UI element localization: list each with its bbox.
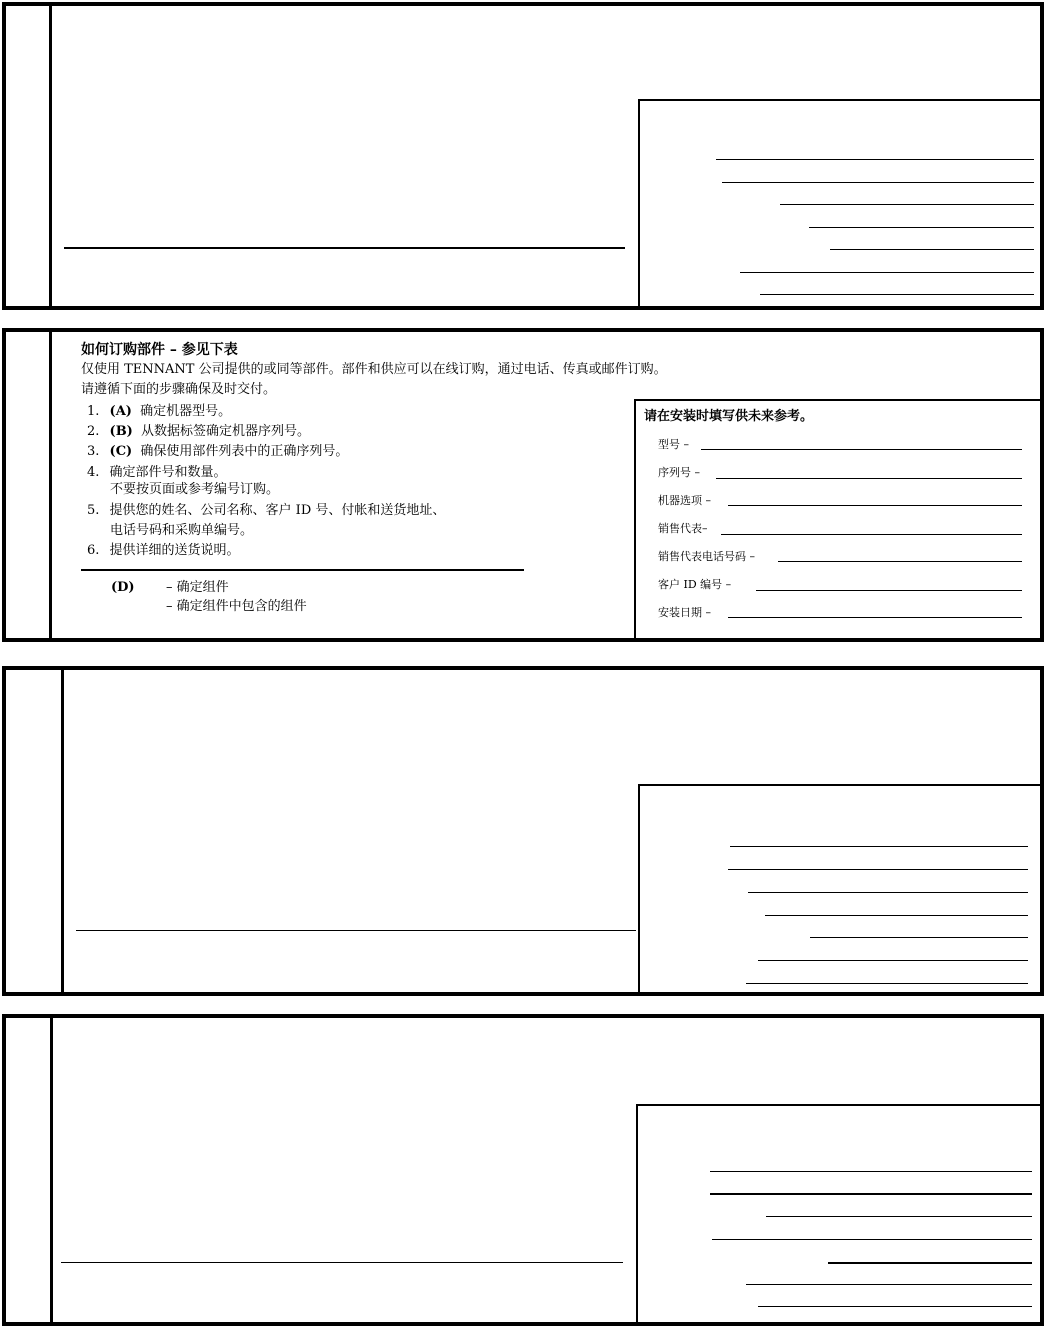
step-number: 6. (87, 543, 100, 558)
form-field-line (766, 1216, 1032, 1217)
d-line-1: – 确定组件 (166, 580, 229, 595)
field-label-model: 型号 – (658, 438, 689, 451)
panel-margin-divider (49, 332, 52, 638)
form-field-line (810, 937, 1028, 938)
field-input-customer-id[interactable] (756, 590, 1022, 591)
step-text: 确定机器型号。 (140, 404, 232, 419)
field-input-sales-rep[interactable] (721, 534, 1022, 535)
form-field-line (748, 892, 1028, 893)
panel-margin-divider (61, 670, 64, 992)
field-input-sales-rep-phone[interactable] (778, 561, 1022, 562)
field-label-sales-rep-phone: 销售代表电话号码 – (658, 550, 755, 563)
form-field-line (728, 869, 1028, 870)
panel-margin-divider (50, 1018, 53, 1322)
field-label-customer-id: 客户 ID 编号 – (658, 578, 732, 591)
form-field-line (809, 227, 1034, 228)
step-3 (87, 444, 348, 460)
step-6 (87, 543, 240, 559)
field-label-sales-rep: 销售代表– (658, 522, 708, 535)
d-line-2: – 确定组件中包含的组件 (166, 599, 307, 614)
form-field-line (830, 249, 1034, 250)
form-field-line (712, 1239, 1032, 1240)
section-divider-line (76, 930, 636, 931)
step-5 (87, 503, 445, 519)
form-field-line (758, 960, 1028, 961)
step-number: 4. (87, 465, 100, 480)
step-2 (87, 424, 310, 440)
section-divider-line (61, 1262, 623, 1263)
form-field-line (710, 1193, 1032, 1195)
step-4 (87, 465, 227, 481)
form-field-line (716, 159, 1034, 160)
step-number: 5. (87, 503, 100, 518)
step-tag: (C) (109, 444, 133, 459)
order-panel-blank-1 (2, 2, 1044, 310)
step-text: 提供您的姓名、公司名称、客户 ID 号、付帐和送货地址、 (109, 503, 446, 518)
form-field-line (765, 915, 1028, 916)
section-divider-line (64, 247, 625, 249)
form-field-line (746, 983, 1028, 984)
form-field-line (780, 204, 1034, 205)
step-text: 确定部件号和数量。 (109, 465, 227, 480)
installation-record-form (634, 399, 1040, 638)
field-label-install-date: 安装日期 – (658, 606, 711, 619)
record-form-box (636, 1104, 1040, 1322)
field-label-options: 机器选项 – (658, 494, 711, 507)
field-input-options[interactable] (728, 505, 1022, 506)
field-input-install-date[interactable] (728, 617, 1022, 618)
record-form-box (638, 784, 1040, 992)
panel-margin-divider (49, 6, 52, 306)
form-heading: 请在安装时填写供未来参考。 (644, 409, 814, 424)
form-field-line (710, 1171, 1032, 1172)
field-label-serial: 序列号 – (658, 466, 700, 479)
form-field-line (758, 1306, 1032, 1307)
order-panel-blank-4 (2, 1014, 1044, 1326)
step-tag: (B) (109, 424, 133, 439)
step-number: 1. (87, 404, 100, 419)
form-field-line (722, 182, 1034, 183)
step-5-continued: 电话号码和采购单编号。 (110, 523, 254, 538)
step-number: 3. (87, 444, 100, 459)
step-number: 2. (87, 424, 100, 439)
step-4-continued: 不要按页面或参考编号订购。 (110, 482, 280, 497)
step-text: 提供详细的送货说明。 (109, 543, 240, 558)
step-1 (87, 404, 231, 420)
intro-line-2: 请遵循下面的步骤确保及时交付。 (81, 382, 277, 397)
form-field-line (760, 294, 1034, 295)
field-input-serial[interactable] (716, 478, 1022, 479)
form-field-line (730, 846, 1028, 847)
order-parts-panel (2, 328, 1044, 642)
record-form-box (638, 99, 1040, 306)
step-tag: (A) (109, 404, 132, 419)
form-field-line (828, 1262, 1032, 1264)
form-field-line (746, 1284, 1032, 1285)
d-tag: (D) (111, 580, 135, 595)
form-field-line (740, 272, 1034, 273)
intro-line-1: 仅使用 TENNANT 公司提供的或同等部件。部件和供应可以在线订购，通过电话、传真或邮件订购。 (81, 362, 667, 377)
step-text: 确保使用部件列表中的正确序列号。 (140, 444, 349, 459)
order-title: 如何订购部件 – 参见下表 (81, 342, 238, 358)
order-panel-blank-3 (2, 666, 1044, 996)
step-text: 从数据标签确定机器序列号。 (140, 424, 310, 439)
field-input-model[interactable] (701, 449, 1022, 450)
section-divider-line (81, 569, 524, 571)
